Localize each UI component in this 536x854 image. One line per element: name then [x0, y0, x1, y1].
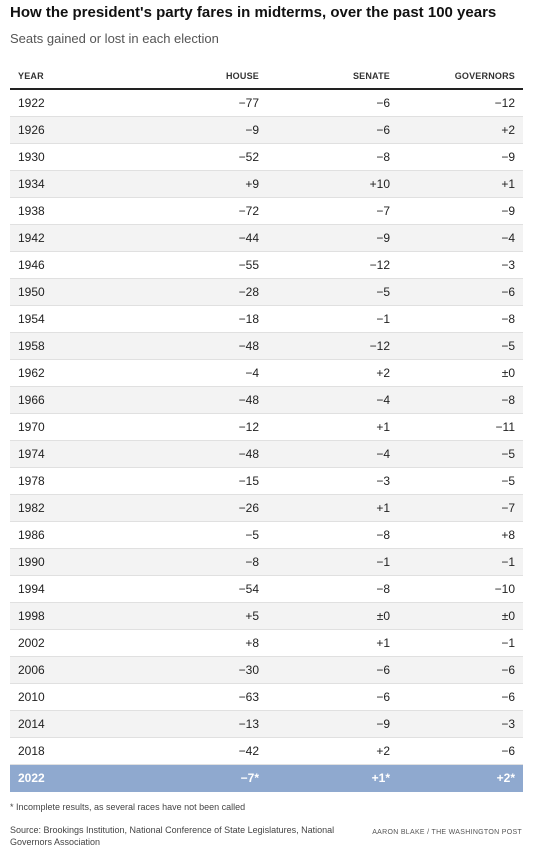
table-row [10, 684, 523, 711]
table-row [10, 279, 523, 306]
house-cell: −5 [150, 522, 267, 549]
year-cell: 1958 [10, 333, 150, 360]
governors-cell: −1 [398, 630, 523, 657]
governors-cell: −6 [398, 279, 523, 306]
house-cell: −44 [150, 225, 267, 252]
house-cell: −30 [150, 657, 267, 684]
year-cell: 2010 [10, 684, 150, 711]
chart-subtitle: Seats gained or lost in each election [10, 31, 219, 46]
governors-cell: −6 [398, 657, 523, 684]
table-row [10, 387, 523, 414]
table-row [10, 171, 523, 198]
table-row-highlighted [10, 765, 523, 792]
chart-title: How the president's party fares in midterms, over the past 100 years [10, 4, 497, 21]
house-cell: −13 [150, 711, 267, 738]
governors-cell: −12 [398, 89, 523, 117]
year-cell: 1942 [10, 225, 150, 252]
senate-cell: −8 [267, 576, 398, 603]
table-row [10, 630, 523, 657]
governors-cell: −7 [398, 495, 523, 522]
table-row [10, 360, 523, 387]
senate-cell: +10 [267, 171, 398, 198]
governors-cell: −5 [398, 333, 523, 360]
house-cell: −48 [150, 387, 267, 414]
year-cell: 1930 [10, 144, 150, 171]
year-cell: 2022 [10, 765, 150, 792]
table-row [10, 657, 523, 684]
table-row [10, 711, 523, 738]
year-cell: 1934 [10, 171, 150, 198]
senate-cell: −1 [267, 306, 398, 333]
governors-cell: −9 [398, 144, 523, 171]
house-cell: −52 [150, 144, 267, 171]
governors-cell: −6 [398, 738, 523, 765]
year-cell: 1962 [10, 360, 150, 387]
year-cell: 1922 [10, 89, 150, 117]
senate-cell: +1 [267, 630, 398, 657]
senate-cell: −3 [267, 468, 398, 495]
house-cell: −77 [150, 89, 267, 117]
governors-cell: −3 [398, 252, 523, 279]
governors-cell: +8 [398, 522, 523, 549]
year-cell: 1926 [10, 117, 150, 144]
year-cell: 1954 [10, 306, 150, 333]
house-cell: −18 [150, 306, 267, 333]
senate-cell: −6 [267, 657, 398, 684]
governors-cell: −11 [398, 414, 523, 441]
year-cell: 1982 [10, 495, 150, 522]
table-row [10, 495, 523, 522]
house-cell: −63 [150, 684, 267, 711]
column-header-senate: SENATE [267, 63, 398, 89]
house-cell: −42 [150, 738, 267, 765]
senate-cell: +2 [267, 360, 398, 387]
house-cell: −15 [150, 468, 267, 495]
governors-cell: +1 [398, 171, 523, 198]
governors-cell: −9 [398, 198, 523, 225]
governors-cell: −1 [398, 549, 523, 576]
year-cell: 1938 [10, 198, 150, 225]
column-header-governors: GOVERNORS [398, 63, 523, 89]
senate-cell: −9 [267, 225, 398, 252]
table-row [10, 576, 523, 603]
year-cell: 2014 [10, 711, 150, 738]
column-header-year: YEAR [10, 63, 150, 89]
column-header-house: HOUSE [150, 63, 267, 89]
table-body [10, 89, 523, 792]
senate-cell: −8 [267, 144, 398, 171]
senate-cell: −8 [267, 522, 398, 549]
senate-cell: −5 [267, 279, 398, 306]
senate-cell: −6 [267, 89, 398, 117]
house-cell: −72 [150, 198, 267, 225]
governors-cell: −3 [398, 711, 523, 738]
senate-cell: −9 [267, 711, 398, 738]
house-cell: −28 [150, 279, 267, 306]
house-cell: −12 [150, 414, 267, 441]
table-row [10, 89, 523, 117]
house-cell: +9 [150, 171, 267, 198]
midterms-table [10, 63, 523, 792]
year-cell: 1990 [10, 549, 150, 576]
senate-cell: +1 [267, 414, 398, 441]
year-cell: 2006 [10, 657, 150, 684]
house-cell: −48 [150, 333, 267, 360]
house-cell: −9 [150, 117, 267, 144]
senate-cell: −1 [267, 549, 398, 576]
house-cell: −26 [150, 495, 267, 522]
year-cell: 1946 [10, 252, 150, 279]
table-row [10, 441, 523, 468]
year-cell: 1998 [10, 603, 150, 630]
governors-cell: −10 [398, 576, 523, 603]
table-row [10, 603, 523, 630]
house-cell: +8 [150, 630, 267, 657]
table-row [10, 738, 523, 765]
house-cell: −55 [150, 252, 267, 279]
table-row [10, 117, 523, 144]
senate-cell: +1* [267, 765, 398, 792]
table-row [10, 144, 523, 171]
senate-cell: +2 [267, 738, 398, 765]
year-cell: 1994 [10, 576, 150, 603]
table-row [10, 549, 523, 576]
senate-cell: +1 [267, 495, 398, 522]
table-row [10, 333, 523, 360]
governors-cell: −4 [398, 225, 523, 252]
governors-cell: −8 [398, 306, 523, 333]
credit-line: AARON BLAKE / THE WASHINGTON POST [372, 829, 522, 836]
senate-cell: −12 [267, 252, 398, 279]
senate-cell: −4 [267, 387, 398, 414]
year-cell: 1950 [10, 279, 150, 306]
year-cell: 1974 [10, 441, 150, 468]
governors-cell: ±0 [398, 603, 523, 630]
table-row [10, 522, 523, 549]
house-cell: +5 [150, 603, 267, 630]
table-row [10, 468, 523, 495]
table-row [10, 252, 523, 279]
governors-cell: −5 [398, 468, 523, 495]
senate-cell: −4 [267, 441, 398, 468]
governors-cell: +2 [398, 117, 523, 144]
footnote: * Incomplete results, as several races have not been called [10, 802, 246, 812]
year-cell: 2018 [10, 738, 150, 765]
governors-cell: −5 [398, 441, 523, 468]
year-cell: 1966 [10, 387, 150, 414]
house-cell: −8 [150, 549, 267, 576]
governors-cell: +2* [398, 765, 523, 792]
table-row [10, 414, 523, 441]
table-row [10, 225, 523, 252]
house-cell: −4 [150, 360, 267, 387]
year-cell: 1970 [10, 414, 150, 441]
house-cell: −48 [150, 441, 267, 468]
house-cell: −54 [150, 576, 267, 603]
senate-cell: −6 [267, 684, 398, 711]
source-note: Source: Brookings Institution, National Conference of State Legislatures, National Governors Association [10, 825, 335, 847]
governors-cell: ±0 [398, 360, 523, 387]
senate-cell: −6 [267, 117, 398, 144]
year-cell: 2002 [10, 630, 150, 657]
governors-cell: −6 [398, 684, 523, 711]
table-header [10, 63, 523, 89]
senate-cell: ±0 [267, 603, 398, 630]
table-row [10, 306, 523, 333]
house-cell: −7* [150, 765, 267, 792]
governors-cell: −8 [398, 387, 523, 414]
senate-cell: −12 [267, 333, 398, 360]
year-cell: 1978 [10, 468, 150, 495]
senate-cell: −7 [267, 198, 398, 225]
year-cell: 1986 [10, 522, 150, 549]
table-row [10, 198, 523, 225]
